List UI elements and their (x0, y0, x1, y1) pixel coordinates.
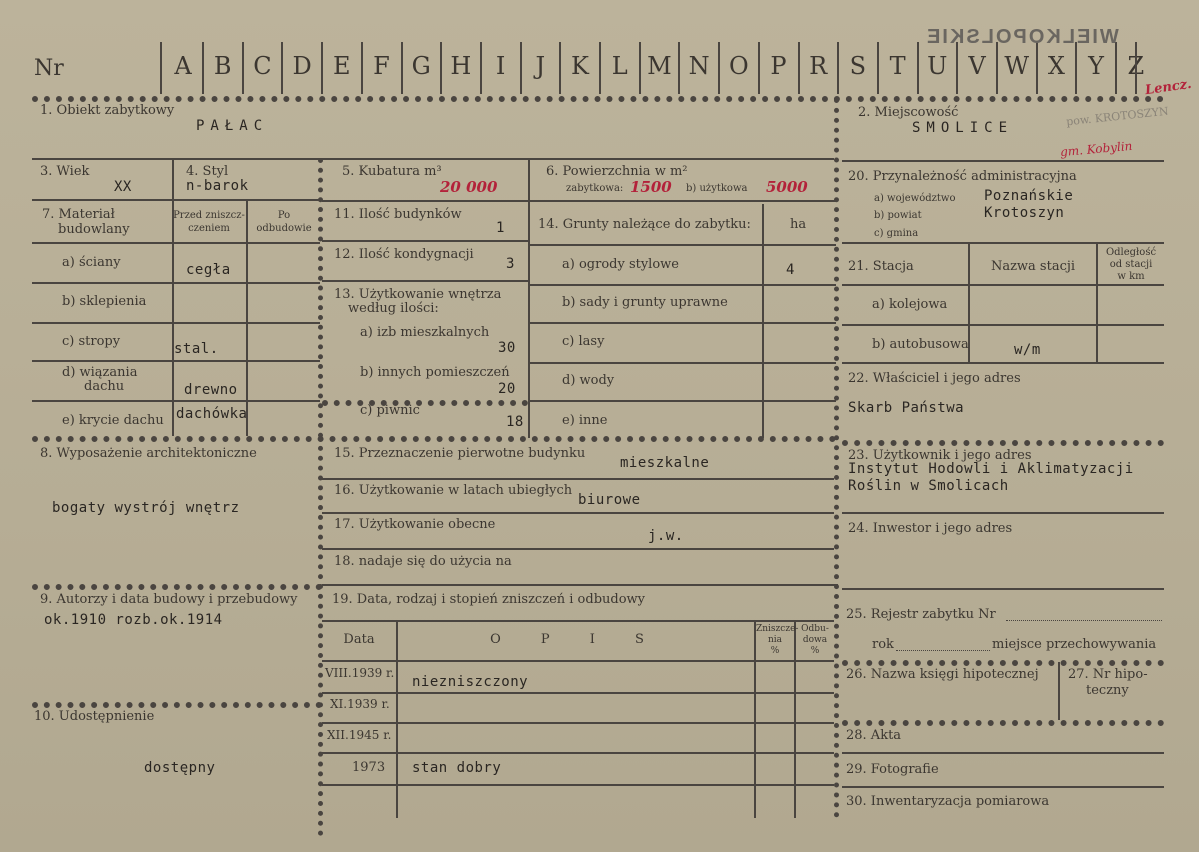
f26-label: 26. Nazwa księgi hipotecznej (846, 667, 1039, 682)
f28-label: 28. Akta (846, 728, 902, 743)
f2-label: 2. Miejscowość (858, 105, 959, 120)
f12-label: 12. Ilość kondygnacji (334, 247, 474, 262)
f7-row-roofing-label: e) krycie dachu (62, 413, 164, 428)
index-letter-c[interactable]: C (253, 52, 272, 80)
f7-after-2: odbudowie (256, 223, 312, 234)
f9-value[interactable]: ok.1910 rozb.ok.1914 (44, 612, 223, 628)
f5-label: 5. Kubatura m³ (342, 164, 442, 179)
f21-dist-1: Odległość (1105, 247, 1157, 258)
f29-label: 29. Fotografie (846, 762, 939, 777)
f19-label: 19. Data, rodzaj i stopień zniszczeń i odbudowy (332, 592, 646, 607)
index-letter-b[interactable]: B (213, 52, 232, 80)
f13-b-value[interactable]: 20 (498, 381, 516, 397)
index-letter-h[interactable]: H (450, 52, 472, 80)
index-separator (718, 42, 720, 94)
f19-row-1-desc[interactable]: niezniszczony (412, 674, 529, 690)
f8-label: 8. Wyposażenie architektoniczne (40, 446, 257, 461)
index-separator (956, 42, 958, 94)
f3-label: 3. Wiek (40, 164, 90, 179)
f14-label: 14. Grunty należące do zabytku: (538, 217, 751, 232)
index-separator (639, 42, 641, 94)
f19-destr-3: % (770, 646, 780, 656)
f11-value[interactable]: 1 (496, 220, 505, 236)
index-separator (996, 42, 998, 94)
f24-label: 24. Inwestor i jego adres (848, 521, 1013, 536)
f10-label: 10. Udostępnienie (34, 709, 155, 724)
f21-rail-label: a) kolejowa (872, 297, 948, 312)
f4-value[interactable]: n-barok (186, 178, 249, 194)
f20-b-label: b) powiat (874, 210, 922, 221)
index-letter-o[interactable]: O (728, 52, 749, 80)
f22-value[interactable]: Skarb Państwa (848, 400, 965, 416)
f13-c-value[interactable]: 18 (506, 414, 524, 430)
f8-value[interactable]: bogaty wystrój wnętrz (52, 500, 240, 516)
f21-name-col: Nazwa stacji (990, 259, 1076, 274)
f19-row-4-desc[interactable]: stan dobry (412, 760, 502, 776)
f1-label: 1. Obiekt zabytkowy (40, 103, 175, 118)
index-letter-k[interactable]: K (571, 52, 589, 80)
index-separator (520, 42, 522, 94)
index-letter-w[interactable]: W (1004, 52, 1030, 80)
f7-after-1: Po (277, 210, 291, 221)
f19-row-4-date: 1973 (352, 760, 386, 775)
f6-a-value[interactable]: 1500 (630, 178, 672, 196)
index-letter-u[interactable]: U (927, 52, 948, 80)
f19-destr-2: nia (767, 635, 783, 645)
f6-b-label: b) użytkowa (686, 183, 748, 194)
index-letter-s[interactable]: S (849, 52, 867, 80)
index-letter-p[interactable]: P (770, 52, 787, 80)
f12-value[interactable]: 3 (506, 256, 515, 272)
f7-before-2: czeniem (188, 223, 230, 234)
f14-unit: ha (790, 217, 807, 232)
f25-rok-label: rok (872, 637, 894, 652)
f14-row-waters-label: d) wody (562, 373, 615, 388)
f7-label-1: 7. Materiał (42, 207, 115, 222)
f13-label-1: 13. Użytkowanie wnętrza (334, 287, 502, 302)
f13-c-label: c) piwnic (360, 403, 420, 418)
f20-label: 20. Przynależność administracyjna (848, 169, 1077, 184)
index-letter-v[interactable]: V (968, 52, 986, 80)
f21-dist-3: w km (1117, 271, 1145, 282)
index-letter-j[interactable]: J (535, 52, 546, 80)
index-separator (559, 42, 561, 94)
f27-label-1: 27. Nr hipo- (1068, 667, 1148, 682)
f25-place-label: miejsce przechowywania (992, 637, 1157, 652)
f3-value[interactable]: XX (114, 179, 132, 195)
index-separator (401, 42, 403, 94)
f19-rebuild-2: dowa (802, 635, 828, 645)
index-letter-g[interactable]: G (411, 52, 431, 80)
f21-label: 21. Stacja (848, 259, 914, 274)
f25-label: 25. Rejestr zabytku Nr (846, 607, 996, 622)
f20-c-label: c) gmina (874, 228, 919, 239)
f16-value[interactable]: biurowe (578, 492, 641, 508)
f7-row-ceilings-value[interactable]: stal. (174, 341, 219, 357)
index-letter-a[interactable]: A (174, 52, 192, 80)
region-stamp: WIELKOPOLSKIE (925, 26, 1119, 48)
f30-label: 30. Inwentaryzacja pomiarowa (846, 794, 1050, 809)
f7-row-ceilings-label: c) stropy (62, 334, 121, 349)
f14-row-gardens-value[interactable]: 4 (786, 262, 795, 278)
index-letter-x[interactable]: X (1047, 52, 1065, 80)
f5-value[interactable]: 20 000 (440, 178, 498, 196)
f19-destr-1: Zniszcze- (756, 624, 799, 634)
f19-row-1-date: VIII.1939 r. (325, 666, 395, 680)
index-separator (480, 42, 482, 94)
f7-label-2: budowlany (58, 222, 130, 237)
f14-row-gardens-label: a) ogrody stylowe (562, 257, 679, 272)
index-letter-f[interactable]: F (373, 52, 390, 80)
index-letter-y[interactable]: Y (1088, 52, 1105, 80)
index-separator (798, 42, 800, 94)
f19-desc-col: O P I S (490, 632, 662, 647)
index-letter-l[interactable]: L (611, 52, 628, 80)
index-separator (678, 42, 680, 94)
f19-row-3-date: XII.1945 r. (327, 728, 392, 742)
index-separator (440, 42, 442, 94)
index-letter-m[interactable]: M (647, 52, 672, 80)
f19-date-col: Data (343, 632, 375, 647)
f21-bus-label: b) autobusowa (872, 337, 969, 352)
f6-b-value[interactable]: 5000 (766, 178, 808, 196)
red-corner-note: Lencz. (1144, 76, 1193, 99)
f20-a-value[interactable]: Poznańskie (984, 188, 1074, 204)
f11-label: 11. Ilość budynków (334, 207, 462, 222)
f6-a-label: zabytkowa: (566, 183, 624, 194)
f13-b-label: b) innych pomieszczeń (360, 365, 510, 380)
index-letter-i[interactable]: I (495, 52, 506, 80)
f19-rebuild-1: Odbu- (801, 624, 829, 634)
f16-label: 16. Użytkowanie w latach ubiegłych (334, 483, 573, 498)
index-separator (202, 42, 204, 94)
f2-red-note: gm. Kobylin (1059, 138, 1133, 160)
f7-row-roof-frame-value[interactable]: drewno (184, 382, 238, 398)
f10-value[interactable]: dostępny (144, 760, 216, 776)
index-separator (1115, 42, 1117, 94)
f7-row-walls-label: a) ściany (62, 255, 121, 270)
f15-value[interactable]: mieszkalne (620, 455, 710, 471)
f13-a-label: a) izb mieszkalnych (360, 325, 490, 340)
index-separator (877, 42, 879, 94)
index-separator (1075, 42, 1077, 94)
f9-label: 9. Autorzy i data budowy i przebudowy (40, 592, 298, 607)
f17-label: 17. Użytkowanie obecne (334, 517, 496, 532)
f13-label-2: według ilości: (348, 301, 439, 316)
f15-label: 15. Przeznaczenie pierwotne budynku (334, 446, 586, 461)
f19-rebuild-3: % (810, 646, 820, 656)
f23-value-2[interactable]: Roślin w Smolicach (848, 478, 1009, 494)
index-separator (281, 42, 283, 94)
f6-label: 6. Powierzchnia w m² (546, 164, 688, 179)
f7-row-roof-frame-label-1: d) wiązania (62, 365, 138, 380)
index-separator (917, 42, 919, 94)
f17-value[interactable]: j.w. (648, 528, 684, 544)
f1-value[interactable]: PAŁAC (196, 118, 269, 134)
index-separator (321, 42, 323, 94)
f7-row-roofing-value[interactable]: dachówka (176, 406, 248, 422)
f2-faint-note: pow. KROTOSZYN (1065, 104, 1170, 129)
f27-label-2: teczny (1086, 683, 1129, 698)
index-separator (837, 42, 839, 94)
index-letter-d[interactable]: D (292, 52, 312, 80)
f19-row-2-date: XI.1939 r. (330, 697, 390, 711)
f7-row-roof-frame-label-2: dachu (84, 379, 125, 394)
index-separator (361, 42, 363, 94)
index-separator (599, 42, 601, 94)
index-letter-n[interactable]: N (688, 52, 710, 80)
f7-before-1: Przed zniszcz- (173, 210, 245, 221)
f14-row-other-label: e) inne (562, 413, 608, 428)
f14-row-forests-label: c) lasy (562, 334, 605, 349)
index-separator (242, 42, 244, 94)
nr-label: Nr (34, 56, 64, 81)
index-separator (1036, 42, 1038, 94)
index-letter-t[interactable]: T (889, 52, 906, 80)
f21-dist-2: od stacji (1109, 259, 1153, 270)
index-separator (758, 42, 760, 94)
index-letter-e[interactable]: E (333, 52, 351, 80)
f18-label: 18. nadaje się do użycia na (334, 554, 512, 569)
f14-row-orchards-label: b) sady i grunty uprawne (562, 295, 728, 310)
f20-b-value[interactable]: Krotoszyn (984, 205, 1065, 221)
f23-label: 23. Użytkownik i jego adres (848, 448, 1032, 463)
f22-label: 22. Właściciel i jego adres (848, 371, 1021, 386)
f4-label: 4. Styl (186, 164, 229, 179)
index-letter-r[interactable]: R (809, 52, 828, 80)
f23-value-1[interactable]: Instytut Hodowli i Aklimatyzacji (848, 461, 1134, 477)
f13-a-value[interactable]: 30 (498, 340, 516, 356)
f21-bus-value[interactable]: w/m (1014, 342, 1041, 358)
index-letter-z[interactable]: Z (1127, 52, 1145, 80)
f7-row-vaults-label: b) sklepienia (62, 294, 147, 309)
f20-a-label: a) województwo (874, 193, 956, 204)
f7-row-walls-value[interactable]: cegła (186, 262, 231, 278)
f2-value[interactable]: SMOLICE (912, 120, 1014, 136)
